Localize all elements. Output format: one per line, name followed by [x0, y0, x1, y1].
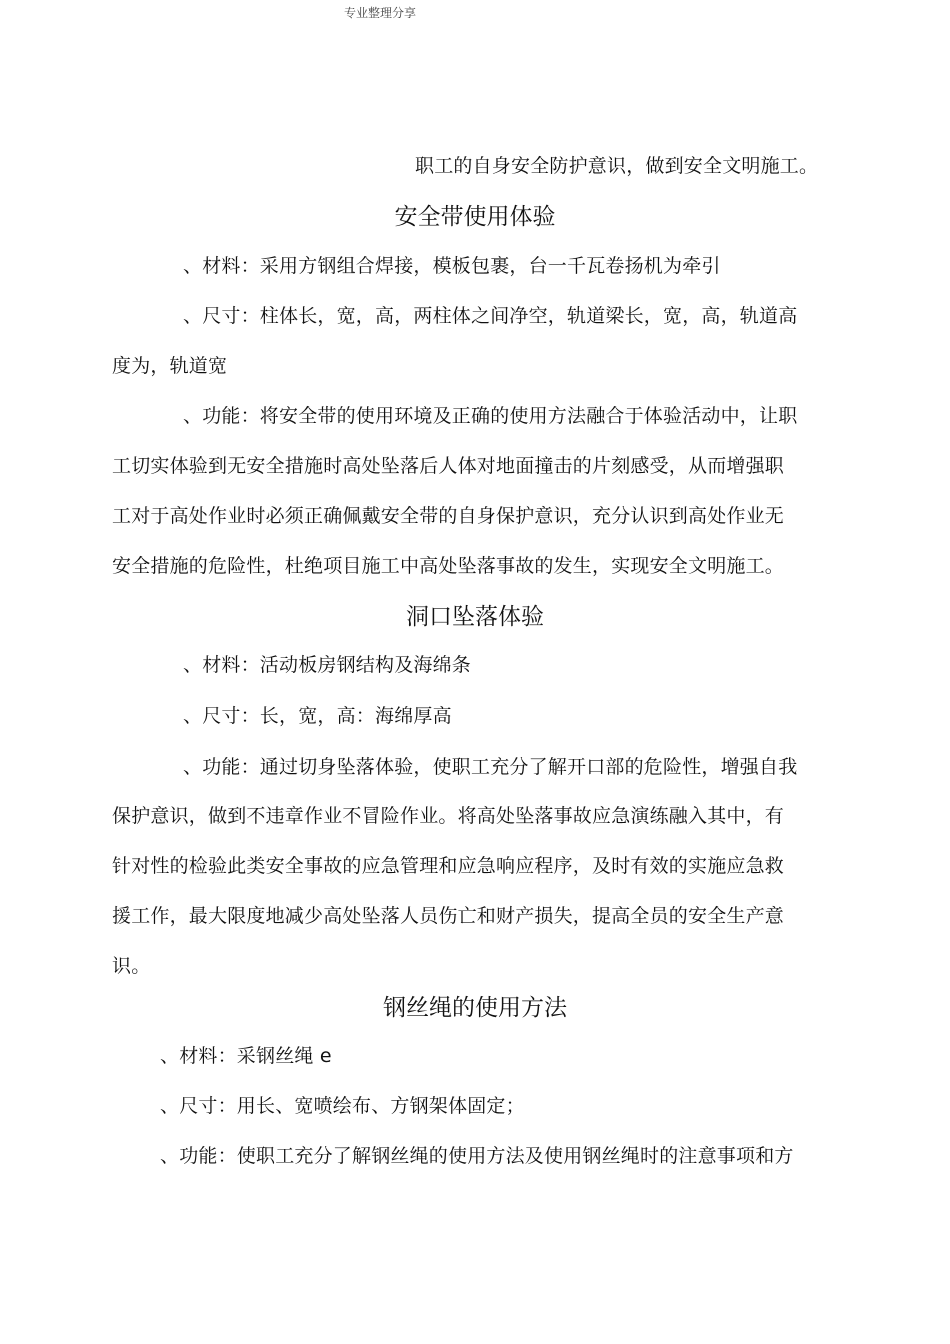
- paragraph-line: 、功能：将安全带的使用环境及正确的使用方法融合于体验活动中，让职: [183, 405, 798, 427]
- intro-tail: 职工的自身安全防护意识，做到安全文明施工。: [415, 155, 819, 177]
- header-note: 专业整理分享: [344, 6, 417, 20]
- paragraph-line: 、尺寸：用长、宽喷绘布、方钢架体固定；: [160, 1095, 525, 1117]
- section-heading-wire-rope: 钢丝绳的使用方法: [383, 995, 567, 1021]
- paragraph-line: 、材料：采钢丝绳 e: [160, 1045, 332, 1067]
- paragraph-line: 针对性的检验此类安全事故的应急管理和应急响应程序，及时有效的实施应急救: [112, 855, 785, 877]
- paragraph-line: 度为，轨道宽: [112, 355, 228, 377]
- section-heading-safety-belt: 安全带使用体验: [394, 204, 556, 230]
- paragraph-line: 识。: [112, 955, 151, 977]
- paragraph-line: 、材料：活动板房钢结构及海绵条: [183, 654, 472, 676]
- paragraph-line: 、尺寸：长，宽，高：海绵厚高: [183, 705, 452, 727]
- paragraph-line: 、功能：通过切身坠落体验，使职工充分了解开口部的危险性，增强自我: [183, 756, 798, 778]
- paragraph-line: 工对于高处作业时必须正确佩戴安全带的自身保护意识，充分认识到高处作业无: [112, 505, 785, 527]
- paragraph-line: 援工作，最大限度地减少高处坠落人员伤亡和财产损失，提高全员的安全生产意: [112, 905, 785, 927]
- paragraph-line: 、材料：采用方钢组合焊接，模板包裹，台一千瓦卷扬机为牵引: [183, 255, 721, 277]
- section-heading-opening-fall: 洞口坠落体验: [406, 604, 544, 630]
- paragraph-line: 、功能：使职工充分了解钢丝绳的使用方法及使用钢丝绳时的注意事项和方: [160, 1145, 794, 1167]
- paragraph-line: 保护意识，做到不违章作业不冒险作业。将高处坠落事故应急演练融入其中，有: [112, 805, 785, 827]
- paragraph-line: 工切实体验到无安全措施时高处坠落后人体对地面撞击的片刻感受，从而增强职: [112, 455, 785, 477]
- paragraph-line: 、尺寸：柱体长，宽，高，两柱体之间净空，轨道梁长，宽，高，轨道高: [183, 305, 798, 327]
- paragraph-line: 安全措施的危险性，杜绝项目施工中高处坠落事故的发生，实现安全文明施工。: [112, 555, 785, 577]
